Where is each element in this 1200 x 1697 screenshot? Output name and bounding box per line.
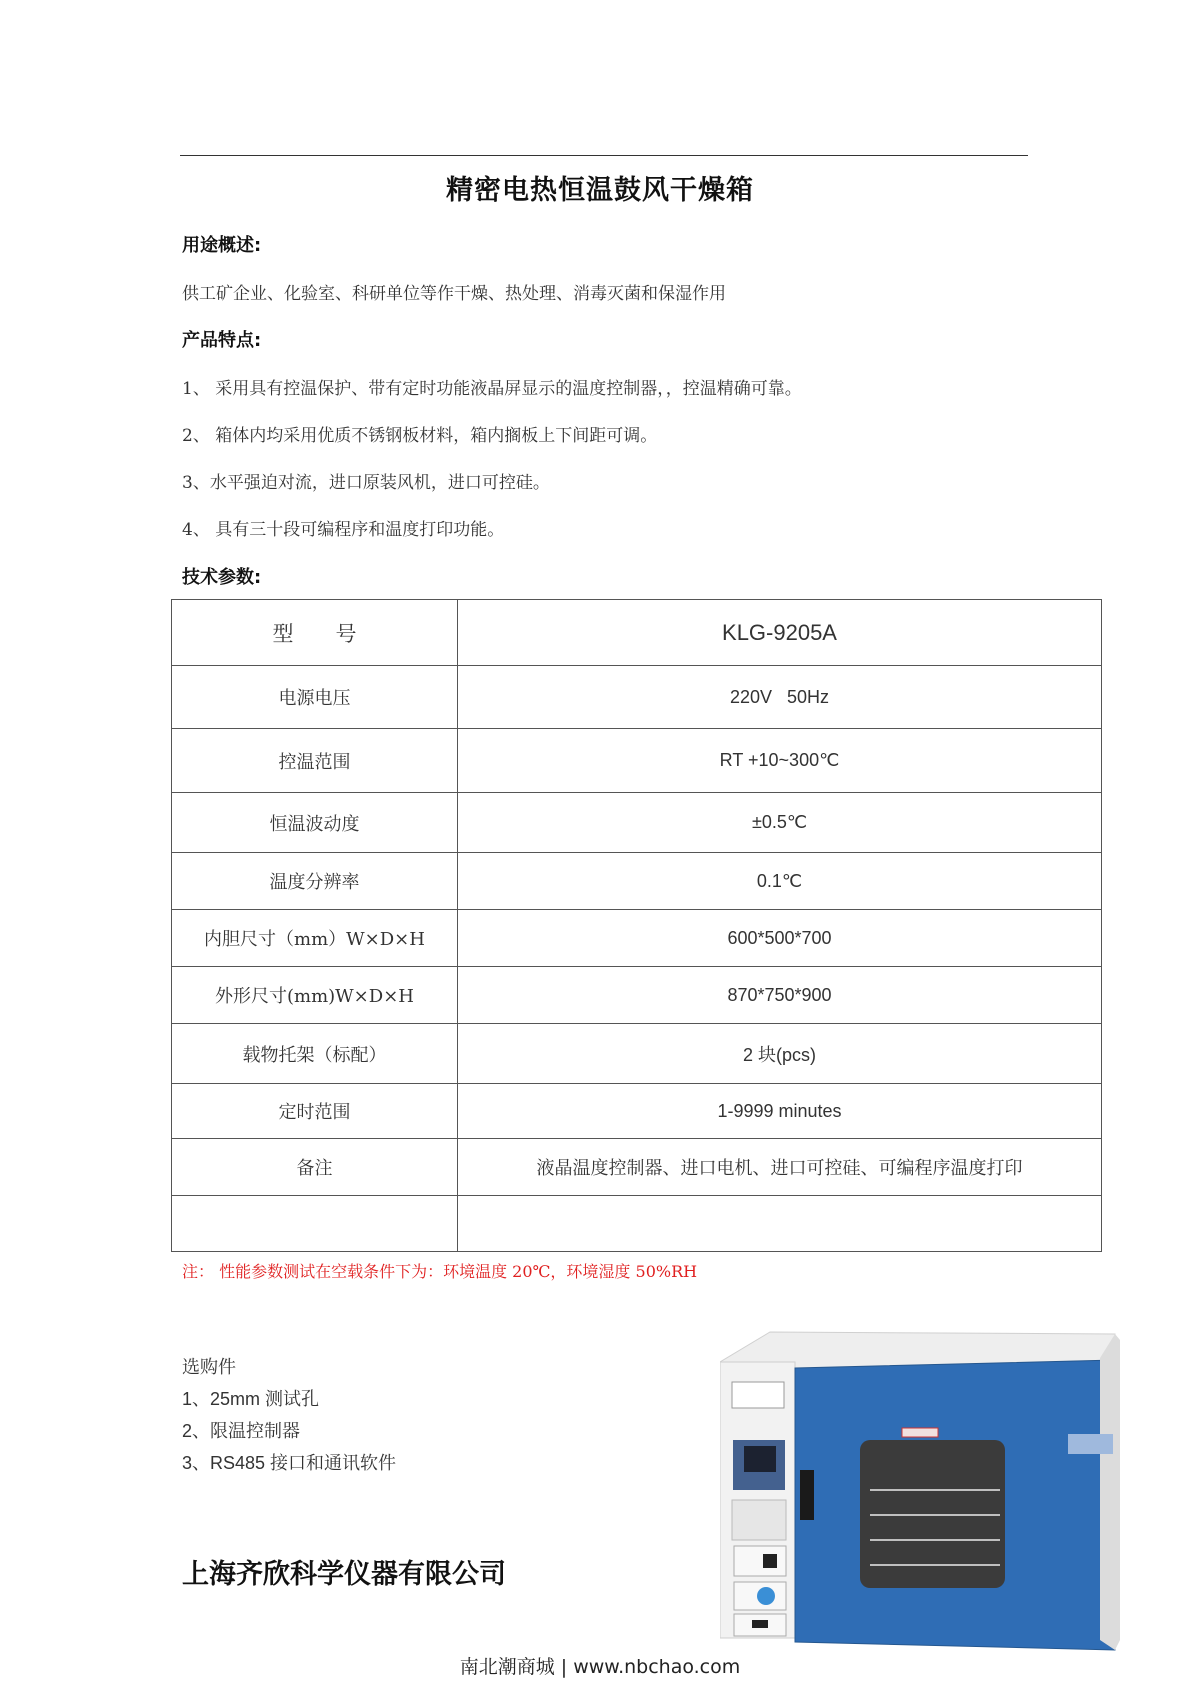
feature-item-2: 2、 箱体内均采用优质不锈钢板材料，箱内搁板上下间距可调。 (182, 426, 658, 446)
option-item-3: 3、RS485 接口和通讯软件 (182, 1453, 397, 1473)
spec-label: 外形尺寸(mm)W×D×H (172, 967, 458, 1024)
spec-value: ±0.5℃ (458, 793, 1102, 853)
spec-row-remarks (172, 1139, 1102, 1196)
header-rule (180, 155, 1028, 156)
spec-label: 控温范围 (172, 729, 458, 793)
spec-label (172, 1196, 458, 1252)
spec-label: 备注 (172, 1139, 458, 1196)
options-heading: 选购件 (182, 1357, 236, 1377)
document-title: 精密电热恒温鼓风干燥箱 (446, 175, 754, 206)
spec-row-resolution (172, 853, 1102, 910)
spec-row-timer (172, 1084, 1102, 1139)
spec-value: 2 块(pcs) (458, 1024, 1102, 1084)
spec-label: 定时范围 (172, 1084, 458, 1139)
spec-row-empty (172, 1196, 1102, 1252)
spec-label: 温度分辨率 (172, 853, 458, 910)
spec-value: 液晶温度控制器、进口电机、进口可控硅、可编程序温度打印 (458, 1139, 1102, 1196)
spec-value: 870*750*900 (458, 967, 1102, 1024)
features-heading: 产品特点: (182, 330, 262, 351)
spec-row-outer-size (172, 967, 1102, 1024)
company-name: 上海齐欣科学仪器有限公司 (182, 1559, 506, 1590)
spec-label: 恒温波动度 (172, 793, 458, 853)
option-item-2: 2、限温控制器 (182, 1421, 301, 1441)
spec-row-inner-size (172, 910, 1102, 967)
option-item-1: 1、25mm 测试孔 (182, 1389, 320, 1409)
test-conditions-note: 注： 性能参数测试在空载条件下为：环境温度 20℃，环境湿度 50%RH (182, 1262, 698, 1281)
spec-row-voltage (172, 666, 1102, 729)
specs-heading: 技术参数: (182, 567, 262, 588)
feature-item-1: 1、 采用具有控温保护、带有定时功能液晶屏显示的温度控制器，，控温精确可靠。 (182, 379, 802, 399)
product-image (720, 1320, 1120, 1680)
spec-label: 电源电压 (172, 666, 458, 729)
spec-value: 0.1℃ (458, 853, 1102, 910)
spec-value (458, 1196, 1102, 1252)
spec-row-temp-range (172, 729, 1102, 793)
spec-value: 600*500*700 (458, 910, 1102, 967)
spec-row-model (172, 600, 1102, 666)
footer-site: 南北潮商城 | www.nbchao.com (459, 1656, 741, 1678)
usage-text: 供工矿企业、化验室、科研单位等作干燥、热处理、消毒灭菌和保湿作用 (182, 284, 726, 304)
spec-value: KLG-9205A (458, 600, 1102, 666)
spec-row-fluctuation (172, 793, 1102, 853)
feature-item-4: 4、 具有三十段可编程序和温度打印功能。 (182, 520, 505, 540)
spec-table (171, 599, 1102, 1252)
spec-value: 220V 50Hz (458, 666, 1102, 729)
spec-row-shelves (172, 1024, 1102, 1084)
spec-label: 型 号 (172, 600, 458, 666)
feature-item-3: 3、水平强迫对流，进口原装风机，进口可控硅。 (182, 473, 550, 493)
usage-heading: 用途概述: (182, 235, 262, 256)
spec-value: RT +10~300℃ (458, 729, 1102, 793)
spec-label: 内胆尺寸（mm）W×D×H (172, 910, 458, 967)
spec-label: 载物托架（标配） (172, 1024, 458, 1084)
spec-value: 1-9999 minutes (458, 1084, 1102, 1139)
